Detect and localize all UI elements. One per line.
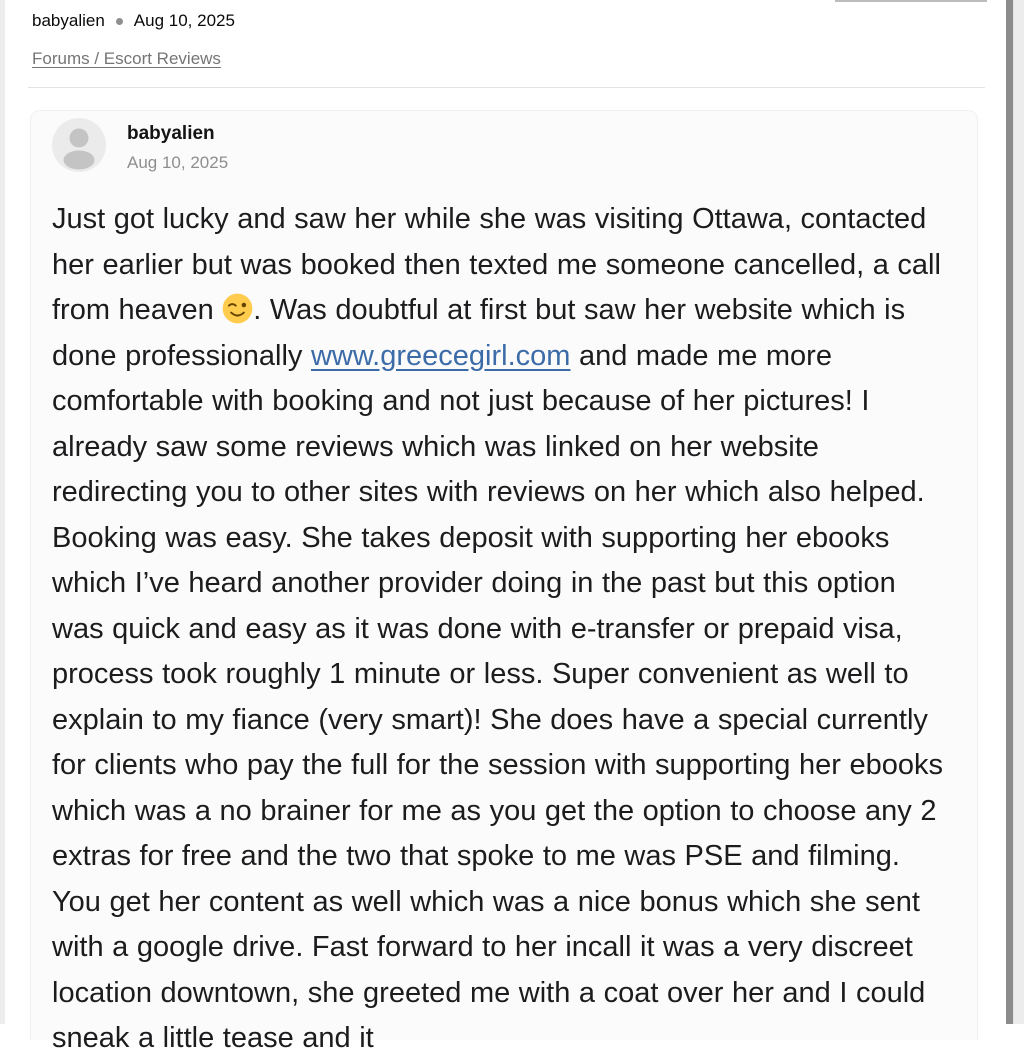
post-author-name[interactable]: babyalien (127, 123, 215, 144)
top-edge-hairline (835, 0, 987, 2)
post-text-part2: . Was doubtful at first but saw her website which is done professionally (52, 294, 906, 372)
thread-author-label: babyalien (32, 11, 105, 30)
post-date: Aug 10, 2025 (127, 153, 229, 172)
website-link[interactable]: www.greecegirl.com (310, 339, 571, 372)
post-text-part1: Just got lucky and saw her while she was visiting Ottawa, contacted her earlier but was booked then texted me someone cancelled, a call from heaven (52, 203, 941, 326)
thread-date-label: Aug 10, 2025 (133, 11, 235, 30)
post-card (30, 110, 978, 1054)
winking-face-emoji-icon (222, 293, 253, 324)
post-text-part3: and made me more comfortable with booking and not just because of her pictures! I already saw some reviews which was linked on her website redirecting you to other sites with reviews on her which also helped. Booking was easy. She takes deposit with supporting her ebooks which I’ve heard another provider doing in the past but this option was quick and easy as it was done with e-transfer or prepaid visa, process took roughly 1 minute or less. Super convenient as well to explain to my fiance (very smart)! She does have a special currently for clients who pay the full for the session with supporting her ebooks which was a no brainer for me as you get the option to choose any 2 extras for free and the two that spoke to me was PSE and filming. You get her content as well which was a nice bonus which she sent with a google drive. Fast forward to her incall it was a very discreet location downtown, she greeted me with a coat over her and I could sneak a little tease and it (52, 339, 943, 1054)
header-divider (28, 87, 985, 88)
post-body (31, 197, 977, 1062)
thread-meta-row (32, 10, 235, 32)
dot-separator-icon (116, 18, 123, 25)
scrollbar-thumb[interactable] (1006, 0, 1013, 1024)
person-silhouette-icon (52, 118, 106, 172)
breadcrumb[interactable]: Forums / Escort Reviews (32, 49, 221, 68)
scrollbar-track (1013, 0, 1024, 1024)
window-left-edge (0, 0, 5, 1024)
avatar[interactable] (52, 118, 106, 172)
post-head (31, 111, 977, 173)
author-block (127, 118, 228, 173)
thread-header (32, 10, 235, 69)
